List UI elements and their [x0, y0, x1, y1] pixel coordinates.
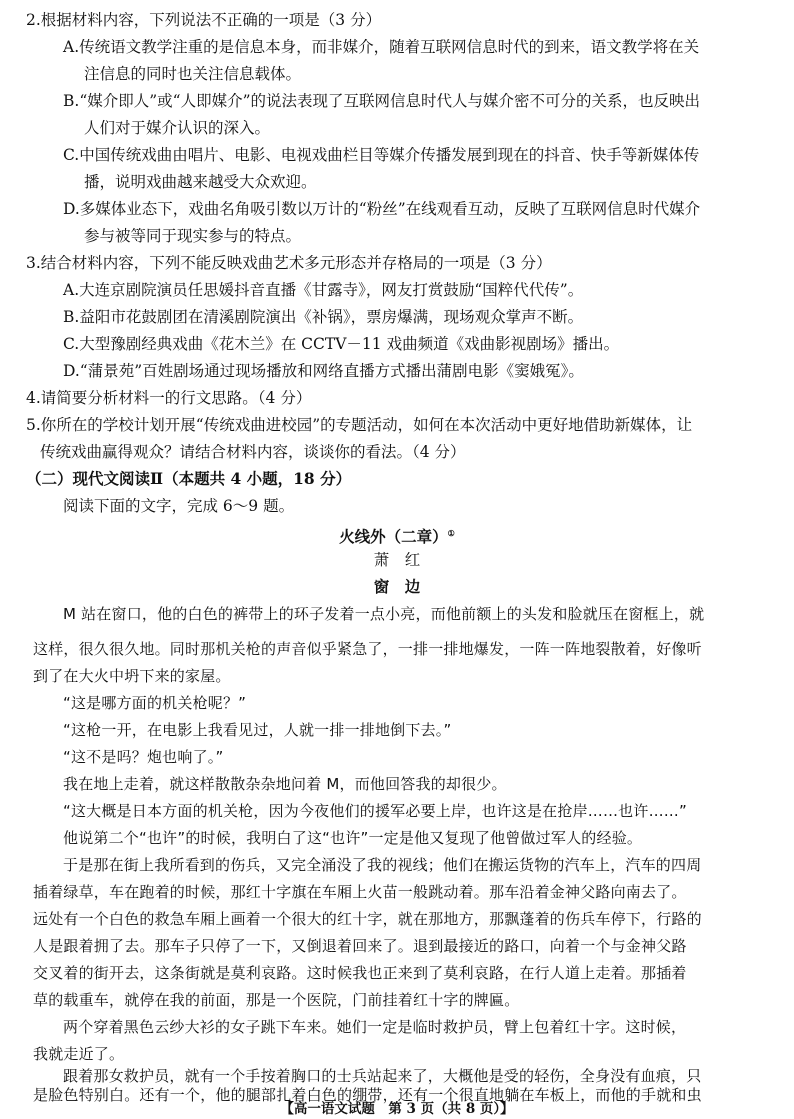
story-line: 到了在大火中坍下来的家屋。 — [33, 667, 231, 685]
story-line: 我在地上走着，就这样散散杂杂地问着 M，而他回答我的却很少。 — [63, 775, 507, 793]
story-title — [0, 523, 794, 547]
story-author: 萧 红 — [373, 551, 421, 569]
story-line: “这枪一开，在电影上我看见过，人就一排一排地倒下去。” — [63, 721, 452, 739]
q5-stem-line2: 传统戏曲赢得观众？请结合材料内容，谈谈你的看法。（4 分） — [40, 443, 466, 461]
chapter-title: 窗 边 — [373, 577, 421, 596]
q2-option-c-line2: 播，说明戏曲越来越受大众欢迎。 — [84, 173, 317, 191]
q5-stem-line1: 5.你所在的学校计划开展“传统戏曲进校园”的专题活动，如何在本次活动中更好地借助新媒体，让 — [26, 416, 693, 434]
story-line: 交叉着的街开去，这条街就是莫利哀路。这时候我也正来到了莫利哀路，在行人道上走着。那插着 — [33, 964, 687, 982]
story-line: “这是哪方面的机关枪呢？” — [63, 694, 247, 712]
story-line: “这不是吗？炮也响了。” — [63, 748, 224, 766]
story-line: 于是那在街上我所看到的伤兵，又完全涌没了我的视线；他们在搬运货物的汽车上，汽车的四周 — [63, 856, 702, 874]
q3-option-a: A.大连京剧院演员任思媛抖音直播《甘露寺》，网友打赏鼓励“国粹代代传”。 — [63, 281, 584, 299]
page-footer: 【高一语文试题 第 3 页（共 8 页）】 — [280, 1101, 514, 1117]
story-title-text: 火线外（二章） — [339, 527, 448, 547]
story-line: 插着绿草，车在跑着的时候，那红十字旗在车厢上火苗一般跳动着。那车沿着金神父路向南去了。 — [33, 883, 687, 901]
story-line: 是脸色特别白。还有一个，他的腿部扎着白色的绷带，还有一个很直地躺在车板上，而他的手就和虫 — [33, 1086, 702, 1104]
q2-option-d-line2: 参与被等同于现实参与的特点。 — [84, 227, 302, 245]
story-line: 跟着那女救护员，就有一个手按着胸口的士兵站起来了，大概他是受的轻伤，全身没有血痕，只 — [63, 1067, 702, 1085]
story-line: 两个穿着黑色云纱大衫的女子跳下车来。她们一定是临时救护员，臂上包着红十字。这时候， — [63, 1018, 687, 1036]
q2-stem: 2.根据材料内容，下列说法不正确的一项是（3 分） — [26, 11, 382, 29]
q3-stem: 3.结合材料内容，下列不能反映戏曲艺术多元形态并存格局的一项是（3 分） — [26, 254, 552, 272]
q2-option-d-line1: D.多媒体业态下，戏曲名角吸引数以万计的“粉丝”在线观看互动，反映了互联网信息时代媒介 — [63, 200, 701, 218]
q2-option-a-line1: A.传统语文教学注重的是信息本身，而非媒介，随着互联网信息时代的到来，语文教学将在关 — [63, 38, 700, 56]
q2-option-c-line1: C.中国传统戏曲由唱片、电影、电视戏曲栏目等媒介传播发展到现在的抖音、快手等新媒体传 — [63, 146, 700, 164]
q3-option-c: C.大型豫剧经典戏曲《花木兰》在 CCTV－11 戏曲频道《戏曲影视剧场》播出。 — [63, 335, 620, 353]
section-instruction: 阅读下面的文字，完成 6～9 题。 — [63, 497, 295, 515]
story-line: 他说第二个“也许”的时候，我明白了这“也许”一定是他又复现了他曾做过军人的经验。 — [63, 829, 643, 847]
q4-stem: 4.请简要分析材料一的行文思路。（4 分） — [26, 389, 312, 407]
q2-option-a-line2: 注信息的同时也关注信息载体。 — [84, 65, 302, 83]
footnote-marker: ① — [447, 528, 455, 538]
story-line: M 站在窗口，他的白色的裤带上的环子发着一点小亮，而他前额上的头发和脸就压在窗框上，就 — [63, 605, 705, 623]
story-line: 草的载重车，就停在我的前面，那是一个医院，门前挂着红十字的牌匾。 — [33, 991, 520, 1009]
q3-option-b: B.益阳市花鼓剧团在清溪剧院演出《补锅》，票房爆满，现场观众掌声不断。 — [63, 308, 584, 326]
story-line: “这大概是日本方面的机关枪，因为今夜他们的援军必要上岸，也许这是在抢岸……也许……” — [63, 802, 687, 820]
story-line: 人是跟着拥了去。那车子只停了一下，又倒退着回来了。退到最接近的路口，向着一个与金神父路 — [33, 937, 687, 955]
story-line: 远处有一个白色的救急车厢上画着一个很大的红十字，就在那地方，那飘蓬着的伤兵车停下，行路的 — [33, 910, 702, 928]
story-line: 我就走近了。 — [33, 1045, 125, 1063]
section-heading: （二）现代文阅读Ⅱ（本题共 4 小题，18 分） — [26, 469, 352, 488]
story-line: 这样，很久很久地。同时那机关枪的声音似乎紧急了，一排一排地爆发，一阵一阵地裂散着，好像听 — [33, 640, 702, 658]
q2-option-b-line2: 人们对于媒介认识的深入。 — [84, 119, 271, 137]
q2-option-b-line1: B.“媒介即人”或“人即媒介”的说法表现了互联网信息时代人与媒介密不可分的关系，也反映出 — [63, 92, 701, 110]
q3-option-d: D.“蒲景苑”百姓剧场通过现场播放和网络直播方式播出蒲剧电影《窦娥冤》。 — [63, 362, 584, 380]
